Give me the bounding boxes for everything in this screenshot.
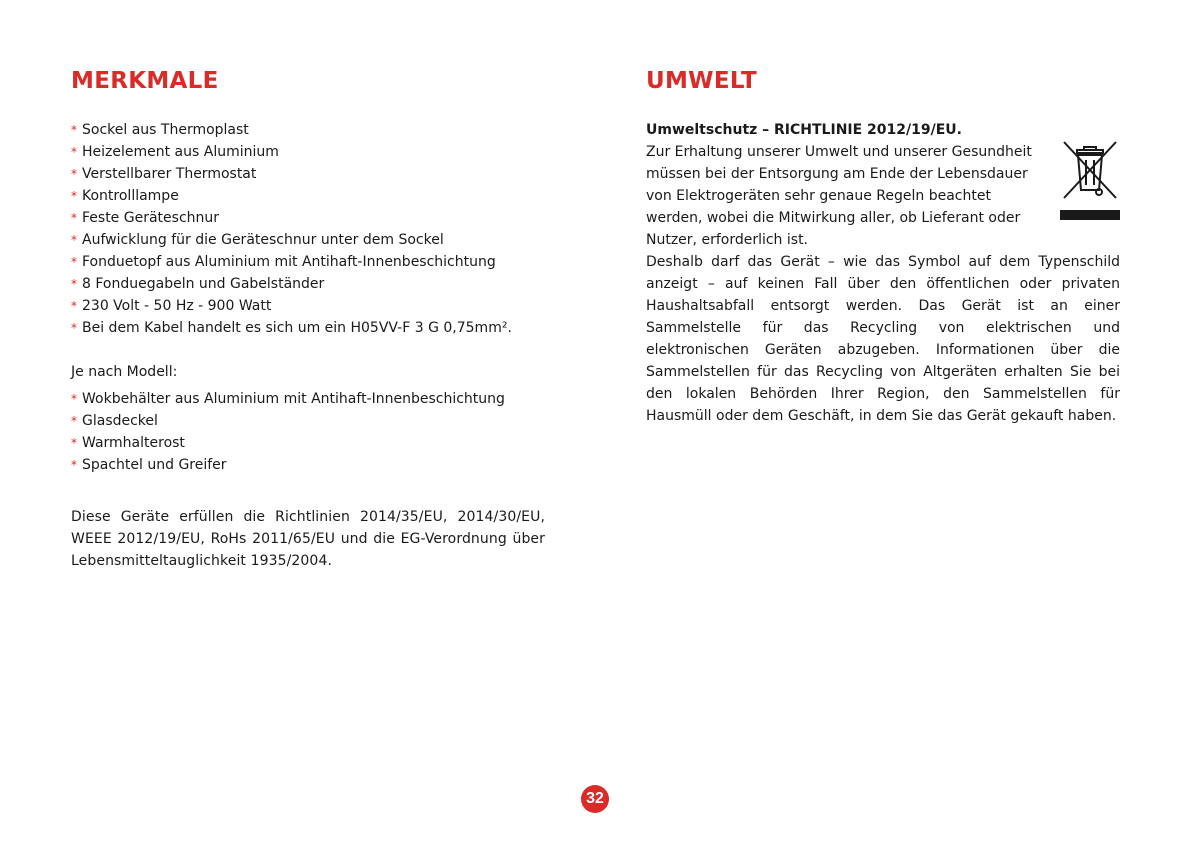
environment-title: UMWELT (646, 68, 757, 94)
list-item: * Kontrolllampe (71, 185, 545, 207)
asterisk-icon: * (71, 436, 77, 450)
list-item: * Bei dem Kabel handelt es sich um ein H05VV-F 3 G 0,75mm². (71, 317, 545, 339)
asterisk-icon: * (71, 211, 77, 225)
list-item: * Aufwicklung für die Geräteschnur unter dem Sockel (71, 229, 545, 251)
asterisk-icon: * (71, 321, 77, 335)
list-item: * 8 Fonduegabeln und Gabelständer (71, 273, 545, 295)
list-item: * Sockel aus Thermoplast (71, 119, 545, 141)
environment-column (646, 66, 1120, 427)
crossed-out-wheelie-bin-icon (1060, 140, 1120, 222)
intro-line: von Elektrogeräten sehr genaue Regeln beachtet (646, 188, 991, 204)
compliance-statement: Diese Geräte erfüllen die Richtlinien 2014/35/EU, 2014/30/EU, WEEE 2012/19/EU, RoHs 2011/65/EU und die EG-Verordnung über Lebensmitteltauglichkeit 1935/2004. (71, 509, 545, 569)
asterisk-icon: * (71, 414, 77, 428)
asterisk-icon: * (71, 392, 77, 406)
asterisk-icon: * (71, 255, 77, 269)
list-item: * Heizelement aus Aluminium (71, 141, 545, 163)
asterisk-icon: * (71, 145, 77, 159)
asterisk-icon: * (71, 277, 77, 291)
environment-body: Deshalb darf das Gerät – wie das Symbol auf dem Typenschild anzeigt – auf keinen Fall über den öffentlichen oder privaten Haushaltsabfall entsorgt werden. Das Gerät ist an einer Sammelstelle für das Recycling von elektrischen und elektronischen Geräten abzugeben. Informationen über die Sammelstellen für das Recycling von Altgeräten erhalten Sie bei den lokalen Behörden Ihrer Region, den Sammelstellen für Hausmüll oder dem Geschäft, in dem Sie das Gerät gekauft haben. (646, 254, 1120, 424)
environment-heading: Umweltschutz – RICHTLINIE 2012/19/EU. (646, 122, 962, 138)
environment-intro (646, 141, 1046, 251)
intro-line: werden, wobei die Mitwirkung aller, ob Lieferant oder (646, 210, 1021, 226)
list-item: * Wokbehälter aus Aluminium mit Antihaft-Innenbeschichtung (71, 388, 545, 410)
asterisk-icon: * (71, 189, 77, 203)
page-number: 32 (581, 785, 609, 813)
features-list (71, 119, 545, 339)
intro-line: müssen bei der Entsorgung am Ende der Lebensdauer (646, 166, 1028, 182)
asterisk-icon: * (71, 167, 77, 181)
asterisk-icon: * (71, 458, 77, 472)
list-item: * Warmhalterost (71, 432, 545, 454)
list-item: * 230 Volt - 50 Hz - 900 Watt (71, 295, 545, 317)
features-title: MERKMALE (71, 68, 219, 94)
asterisk-icon: * (71, 233, 77, 247)
list-item: * Fonduetopf aus Aluminium mit Antihaft-Innenbeschichtung (71, 251, 545, 273)
list-item: * Spachtel und Greifer (71, 454, 545, 476)
model-features-list (71, 388, 545, 476)
list-item: * Verstellbarer Thermostat (71, 163, 545, 185)
intro-line: Zur Erhaltung unserer Umwelt und unserer Gesundheit (646, 144, 1032, 160)
asterisk-icon: * (71, 299, 77, 313)
model-intro: Je nach Modell: (71, 364, 178, 380)
intro-line: Nutzer, erforderlich ist. (646, 232, 809, 248)
list-item: * Glasdeckel (71, 410, 545, 432)
features-column (71, 66, 545, 586)
list-item: * Feste Geräteschnur (71, 207, 545, 229)
asterisk-icon: * (71, 123, 77, 137)
